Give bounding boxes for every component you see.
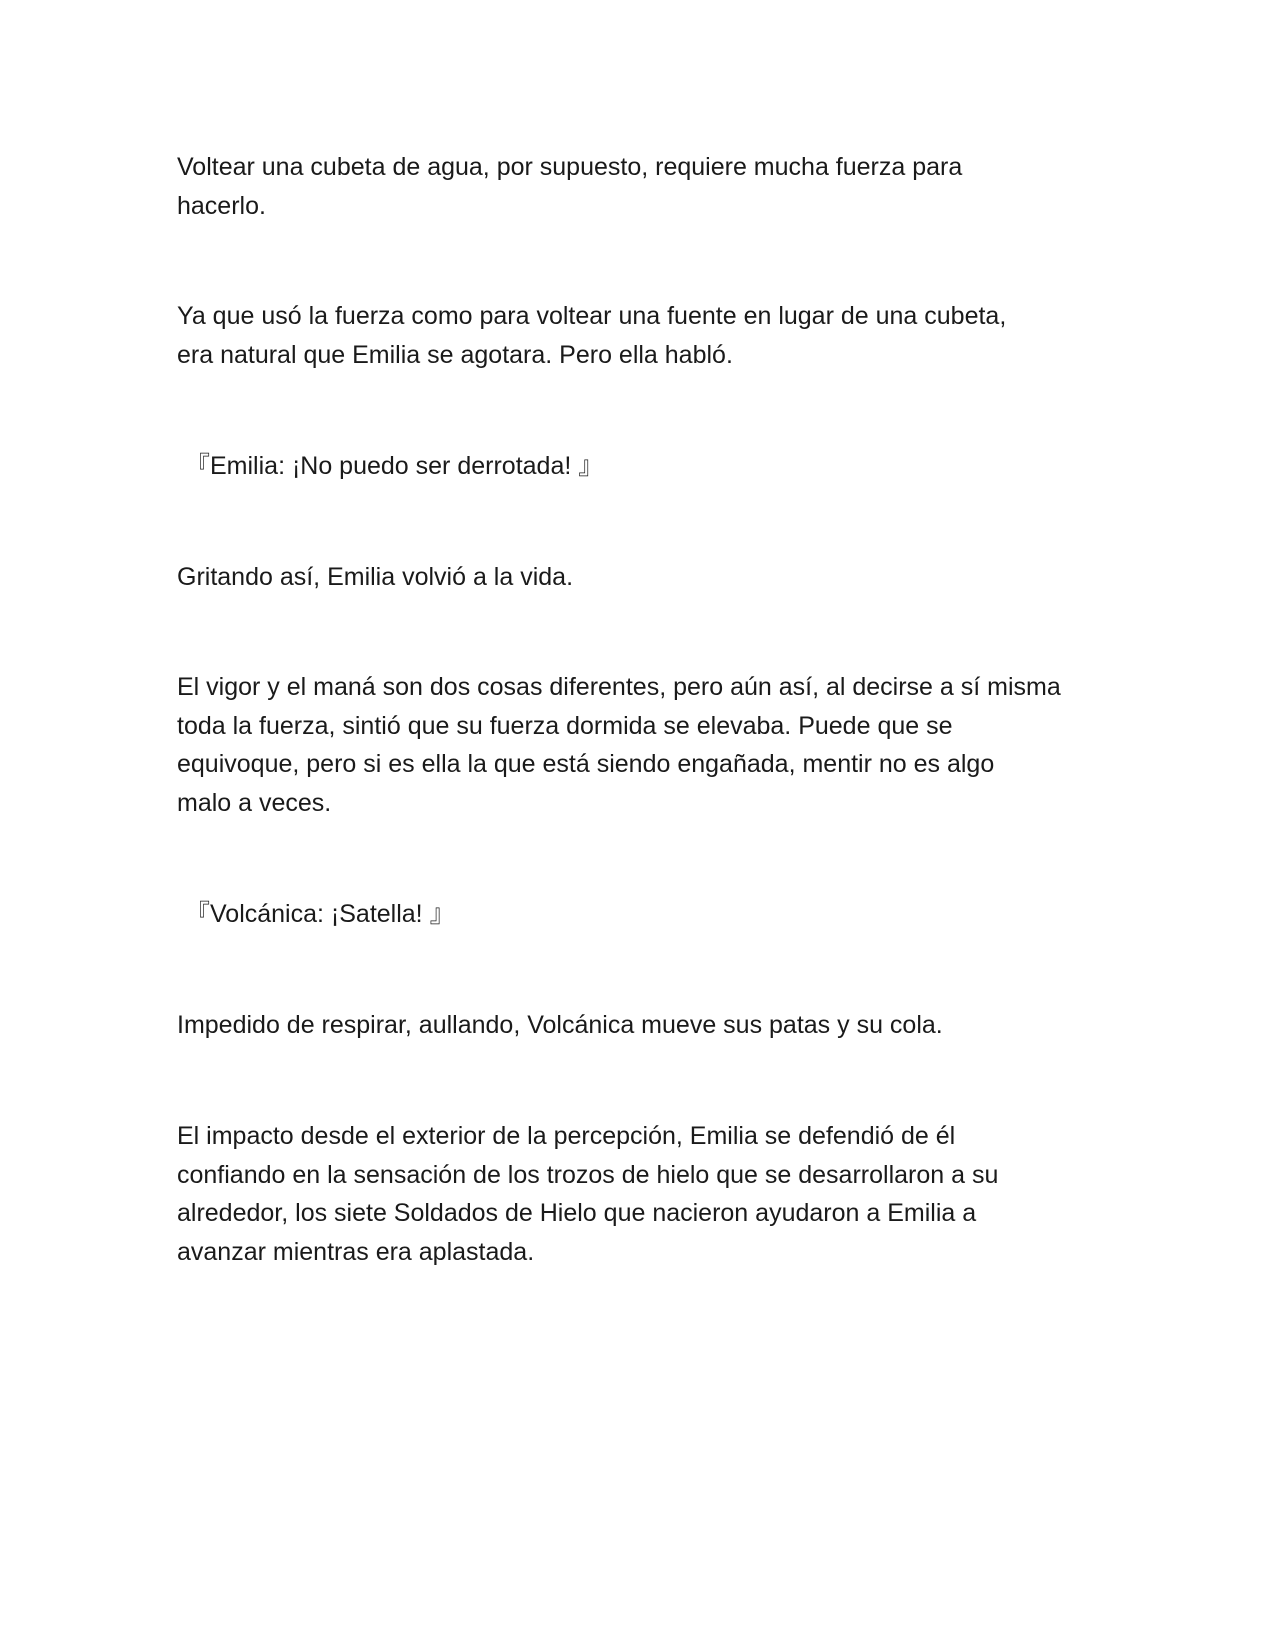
narration-paragraph: El impacto desde el exterior de la percepción, Emilia se defendió de él confiando en la sensación de los trozos de hielo que se desarrollaron a su alrededor, los siete Soldados de Hielo que nacieron ayudaron a Emilia a avanzar mientras era aplastada. — [177, 1122, 999, 1266]
narration-paragraph: Gritando así, Emilia volvió a la vida. — [177, 563, 574, 591]
narration-paragraph: Ya que usó la fuerza como para voltear una fuente en lugar de una cubeta, era natural que Emilia se agotara. Pero ella habló. — [177, 302, 1007, 369]
dialogue-line: 『Volcánica: ¡Satella! 』 — [185, 900, 455, 928]
narration-paragraph: Impedido de respirar, aullando, Volcánica mueve sus patas y su cola. — [177, 1011, 943, 1039]
narration-paragraph: Voltear una cubeta de agua, por supuesto, requiere mucha fuerza para hacerlo. — [177, 153, 963, 220]
narration-paragraph: El vigor y el maná son dos cosas diferentes, pero aún así, al decirse a sí misma toda la fuerza, sintió que su fuerza dormida se elevaba. Puede que se equivoque, pero si es ella la que está siendo engañada, mentir no es algo malo a veces. — [177, 673, 1061, 817]
dialogue-line: 『Emilia: ¡No puedo ser derrotada! 』 — [185, 452, 604, 480]
